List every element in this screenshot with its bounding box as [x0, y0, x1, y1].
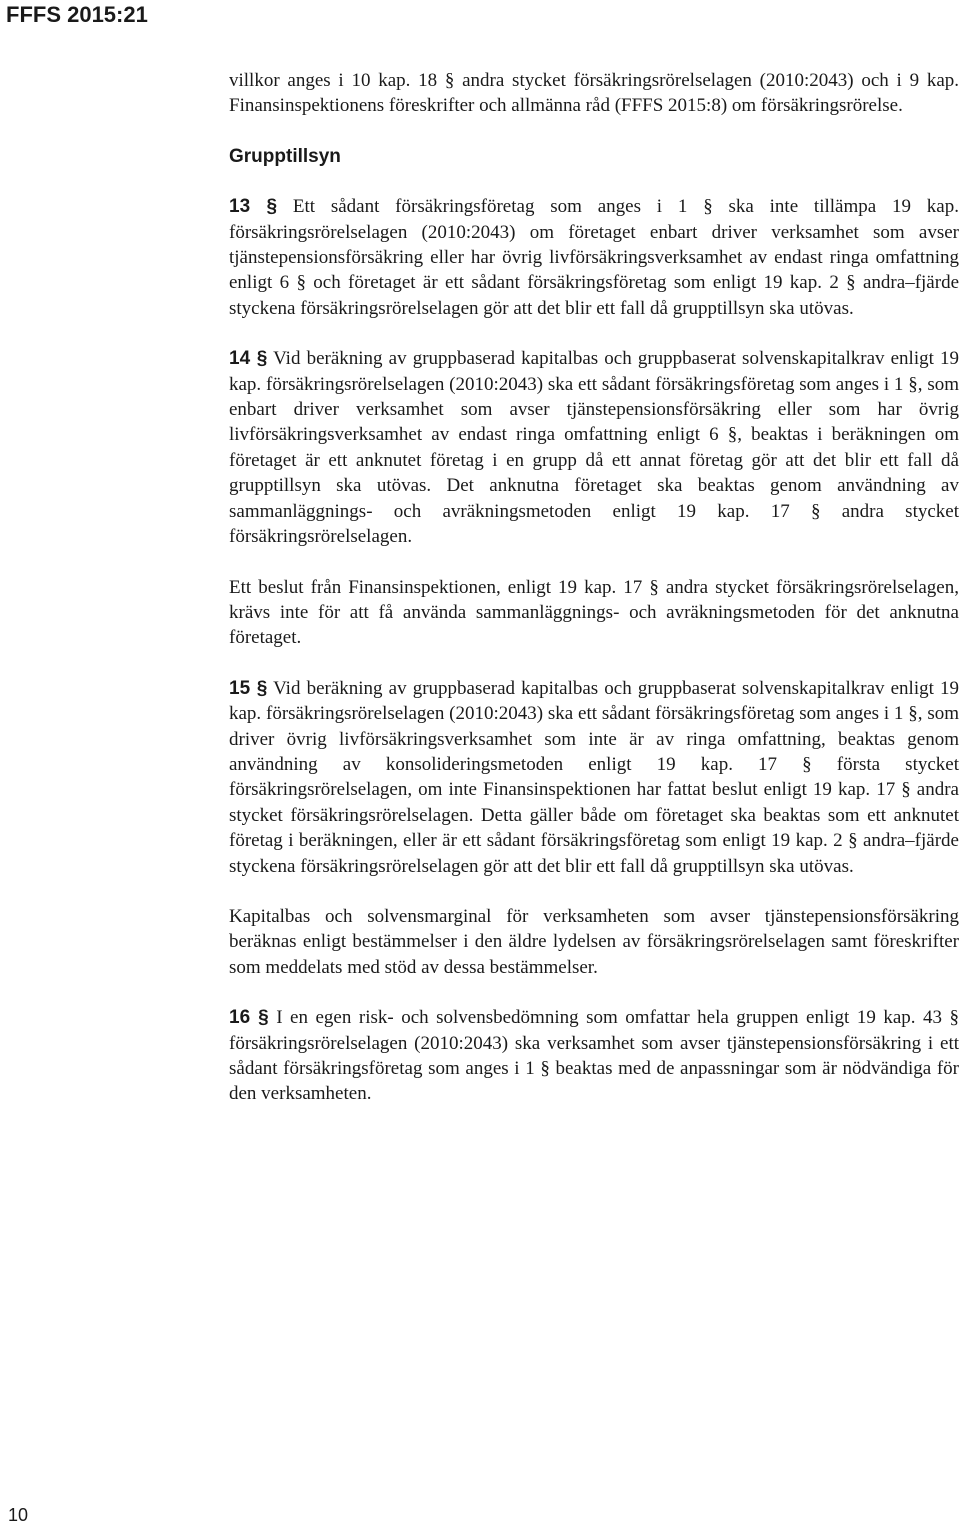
page-number: 10	[8, 1505, 29, 1525]
section-text-14: Vid beräkning av gruppbaserad kapitalbas och gruppbaserat solvenskapitalkrav enligt 19 kap. försäkringsrörelselagen (2010:2043) ska ett sådant försäkringsföretag som anges i 1 §, som enbart driver verksamhet som avser tjänstepensionsförsäkring eller som har övrig livförsäkringsverksamhet av endast ringa omfattning enligt 6 §, beaktas i beräkningen om företaget är ett anknutet företag i en grupp då ett annat företag gör att det blir ett fall då grupptillsyn ska utövas. Det anknutna företaget ska beaktas genom användning av sammanläggnings- och avräkningsmetoden enligt 19 kap. 17 § andra stycket försäkringsrörelselagen.	[229, 348, 959, 548]
document-header: FFFS 2015:21	[6, 2, 148, 27]
paragraph-13	[229, 194, 959, 321]
section-number-16: 16 §	[229, 1007, 269, 1029]
paragraph-14-second: Ett beslut från Finansinspektionen, enligt 19 kap. 17 § andra stycket försäkringsrörelselagen, krävs inte för att få använda sammanläggnings- och avräkningsmetoden för det anknutna företaget.	[229, 576, 959, 649]
document-body	[229, 68, 959, 1107]
section-number-14: 14 §	[229, 348, 268, 370]
section-text-15: Vid beräkning av gruppbaserad kapitalbas och gruppbaserat solvenskapitalkrav enligt 19 kap. försäkringsrörelselagen (2010:2043) ska ett sådant försäkringsföretag som anges i 1 §, som driver övrig livförsäkringsverksamhet som inte är av ringa omfattning, beaktas genom användning av konsolideringsmetoden enligt 19 kap. 17 § första stycket försäkringsrörelselagen, om inte Finansinspektionen har fattat beslut enligt 19 kap. 17 § andra stycket försäkringsrörelselagen. Detta gäller både om företaget ska beaktas som ett anknutet företag i beräkningen, eller är ett sådant försäkringsföretag som enligt 19 kap. 2 § andra–fjärde styckena försäkringsrörelselagen gör att det blir ett fall då grupptillsyn ska utövas.	[229, 677, 959, 877]
section-number-15: 15 §	[229, 677, 268, 699]
paragraph-intro: villkor anges i 10 kap. 18 § andra stycket försäkringsrörelselagen (2010:2043) och i 9 kap. Finansinspektionens föreskrifter och allmänna råd (FFFS 2015:8) om försäkringsrörelse.	[229, 70, 959, 117]
section-number-13: 13 §	[229, 196, 278, 218]
paragraph-15	[229, 676, 959, 879]
section-text-16: I en egen risk- och solvensbedömning som omfattar hela gruppen enligt 19 kap. 43 § försäkringsrörelselagen (2010:2043) ska verksamhet som avser tjänstepensionsförsäkring i ett sådant försäkringsföretag som anges i 1 § beaktas med de anpassningar som är nödvändiga för den verksamheten.	[229, 1007, 959, 1105]
paragraph-14	[229, 346, 959, 549]
paragraph-15-second: Kapitalbas och solvensmarginal för verksamheten som avser tjänstepensionsförsäkring beräknas enligt bestämmelser i den äldre lydelsen av försäkringsrörelselagen samt föreskrifter som meddelats med stöd av dessa bestämmelser.	[229, 905, 959, 978]
section-heading-grupptillsyn: Grupptillsyn	[229, 145, 341, 167]
paragraph-16	[229, 1005, 959, 1107]
section-text-13: Ett sådant försäkringsföretag som anges i 1 § ska inte tillämpa 19 kap. försäkringsrörelselagen (2010:2043) om företaget enbart driver verksamhet som avser tjänstepensionsförsäkring eller har övrig livförsäkringsverksamhet av endast ringa omfattning enligt 6 § och företaget är ett sådant försäkringsföretag som enligt 19 kap. 2 § andra–fjärde styckena försäkringsrörelselagen gör att det blir ett fall då grupptillsyn ska utövas.	[229, 196, 959, 319]
